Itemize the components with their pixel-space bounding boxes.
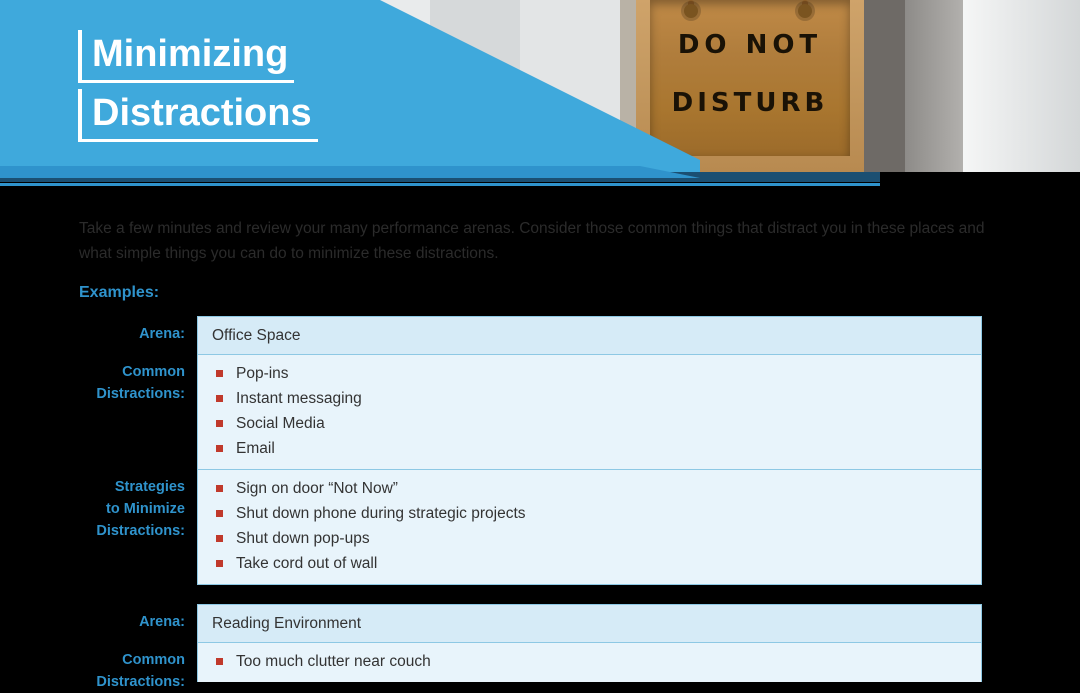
arena-row-1	[0, 316, 1080, 354]
distractions-row-2	[0, 642, 1080, 693]
distractions-row-1	[0, 354, 1080, 469]
page-title	[78, 30, 318, 148]
example-block-2	[0, 604, 1080, 693]
arena-label-1: Arena:	[139, 326, 185, 342]
strategies-row-1	[0, 469, 1080, 585]
do-not-disturb-sign	[650, 0, 850, 156]
distractions-label-1	[0, 354, 197, 405]
strategies-label-1-line3: Distractions:	[96, 523, 185, 539]
page-title-line2: Distractions	[78, 89, 318, 142]
distractions-list-2	[197, 642, 982, 682]
distractions-list-1	[197, 354, 982, 469]
divider-bar-blue	[0, 166, 700, 178]
photo-wall-right	[905, 0, 963, 172]
arena-value-1: Office Space	[197, 316, 982, 354]
example-block-1	[0, 316, 1080, 585]
arena-value-2: Reading Environment	[197, 604, 982, 642]
sign-text-line2: DISTURB	[671, 88, 829, 118]
list-item: Pop-ins	[212, 361, 967, 386]
list-item: Shut down phone during strategic projects	[212, 501, 967, 526]
distractions-label-2-line1: Common	[122, 652, 185, 668]
strategies-label-1-line2: to Minimize	[106, 501, 185, 517]
list-item: Email	[212, 436, 967, 461]
distractions-label-1-line1: Common	[122, 364, 185, 380]
page-title-line1: Minimizing	[78, 30, 294, 83]
sign-hole-right	[798, 4, 812, 18]
sign-hole-left	[684, 4, 698, 18]
sign-text-line1: DO NOT	[677, 30, 823, 60]
strategies-label-1-line1: Strategies	[114, 479, 185, 495]
list-item: Shut down pop-ups	[212, 526, 967, 551]
arena-label-2: Arena:	[139, 614, 185, 630]
intro-paragraph: Take a few minutes and review your many performance arenas. Consider those common things that distract you in these places and what simple things you can do to minimize these distractions.	[79, 220, 985, 262]
distractions-label-1-line2: Distractions:	[96, 386, 185, 402]
arena-row-2	[0, 604, 1080, 642]
list-item: Social Media	[212, 411, 967, 436]
list-item: Sign on door “Not Now”	[212, 476, 967, 501]
list-item: Take cord out of wall	[212, 551, 967, 576]
list-item: Instant messaging	[212, 386, 967, 411]
examples-heading: Examples:	[79, 284, 160, 301]
divider-bar-thin	[0, 183, 880, 186]
distractions-label-2	[0, 642, 197, 693]
hero-banner	[0, 0, 1080, 172]
strategies-label-1	[0, 469, 197, 542]
strategies-list-1	[197, 469, 982, 585]
distractions-label-2-line2: Distractions:	[96, 674, 185, 690]
list-item: Too much clutter near couch	[212, 649, 967, 674]
document-body	[0, 196, 1080, 690]
photo-wall-far-right	[963, 0, 1080, 172]
